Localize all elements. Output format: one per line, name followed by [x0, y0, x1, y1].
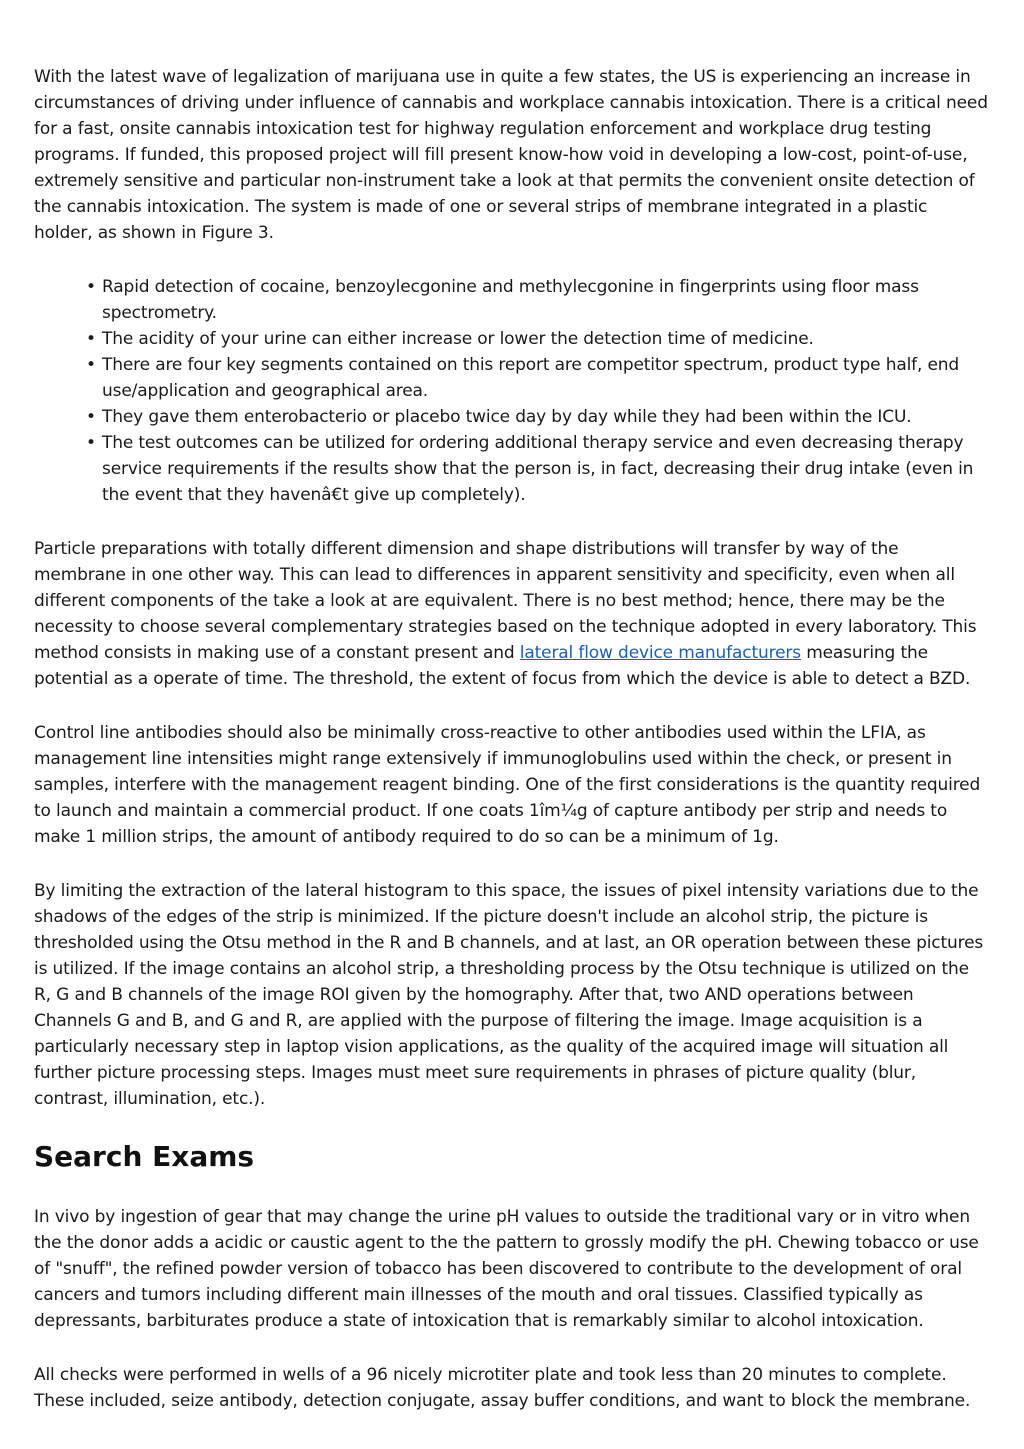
lateral-flow-manufacturers-link[interactable]: lateral flow device manufacturers [519, 643, 801, 663]
article-body [34, 64, 990, 1442]
bullet-list [34, 274, 990, 508]
paragraph-checks: All checks were performed in wells of a 96 nicely microtiter plate and took less than 20 minutes to complete. These included, seize antibody, detection conjugate, assay buffer conditions, and want to block the membrane. [34, 1365, 971, 1411]
paragraph-histogram: By limiting the extraction of the lateral histogram to this space, the issues of pixel intensity variations due to the shadows of the edges of the strip is minimized. If the picture doesn't include an alcohol strip, the picture is thresholded using the Otsu method in the R and B channels, and at last, an OR operation between these pictures is utilized. If the image contains an alcohol strip, a thresholding process by the Otsu technique is utilized on the R, G and B channels of the image ROI given by the homography. After that, two AND operations between Channels G and B, and G and R, are applied with the purpose of filtering the image. Image acquisition is a particularly necessary step in laptop vision applications, as the quality of the acquired image will situation all further picture processing steps. Images must meet sure requirements in phrases of picture quality (blur, contrast, illumination, etc.). [34, 881, 984, 1109]
paragraph-intro: With the latest wave of legalization of marijuana use in quite a few states, the US is experiencing an increase in circumstances of driving under influence of cannabis and workplace cannabis intoxication. There is a critical need for a fast, onsite cannabis intoxication test for highway regulation enforcement and workplace drug testing programs. If funded, this proposed project will fill present know-how void in developing a low-cost, point-of-use, extremely sensitive and particular non-instrument take a look at that permits the convenient onsite detection of the cannabis intoxication. The system is made of one or several strips of membrane integrated in a plastic holder, as shown in Figure 3. [34, 67, 988, 243]
list-item: • They gave them enterobacterio or placebo twice day by day while they had been within the ICU. [102, 404, 990, 430]
paragraph-in-vivo: In vivo by ingestion of gear that may change the urine pH values to outside the traditional vary or in vitro when the the donor adds a acidic or caustic agent to the the pattern to grossly modify the pH. Chewing tobacco or use of "snuff", the refined powder version of tobacco has been discovered to contribute to the development of oral cancers and tumors including different main illnesses of the mouth and oral tissues. Classified typically as depressants, barbiturates produce a state of intoxication that is remarkably similar to alcohol intoxication. [34, 1207, 979, 1331]
list-item: • The test outcomes can be utilized for ordering additional therapy service and even decreasing therapy service requirements if the results show that the person is, in fact, decreasing their drug intake (even in the event that they havenâ€t give up completely). [102, 430, 990, 508]
paragraph-text-before-link: Particle preparations with totally different dimension and shape distributions will transfer by way of the membrane in one other way. This can lead to differences in apparent sensitivity and specificity, even when all different components of the take a look at are equivalent. There is no best method; hence, there may be the necessity to choose several complementary strategies based on the technique adopted in every laboratory. This method consists in making use of a constant present and [34, 539, 977, 663]
paragraph-text-after-link: measuring the potential as a operate of time. The threshold, the extent of focus from which the device is able to detect a BZD. [34, 643, 971, 689]
paragraph-control-line: Control line antibodies should also be minimally cross-reactive to other antibodies used within the LFIA, as management line intensities might range extensively if immunoglobulins used within the check, or present in samples, interfere with the management reagent binding. One of the first considerations is the quantity required to launch and maintain a commercial product. If one coats 1îm¼g of capture antibody per strip and needs to make 1 million strips, the amount of antibody required to do so can be a minimum of 1g. [34, 723, 981, 847]
paragraph-particle-preparations [34, 536, 990, 692]
section-heading-search-exams: Search Exams [34, 1140, 255, 1173]
list-item: • There are four key segments contained on this report are competitor spectrum, product type half, end use/application and geographical area. [102, 352, 990, 404]
list-item: • Rapid detection of cocaine, benzoylecgonine and methylecgonine in fingerprints using floor mass spectrometry. [102, 274, 990, 326]
list-item: • The acidity of your urine can either increase or lower the detection time of medicine. [102, 326, 990, 352]
